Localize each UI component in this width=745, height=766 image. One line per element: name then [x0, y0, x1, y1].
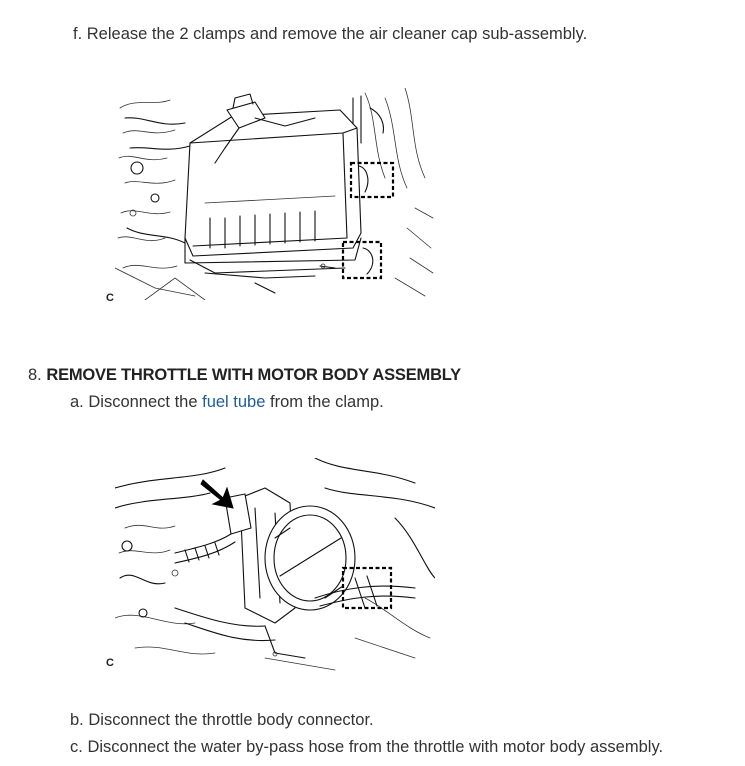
step-c-label: c. — [70, 738, 83, 756]
throttle-body-illustration — [115, 458, 435, 673]
step-c — [70, 737, 663, 757]
step-b-text: Disconnect the throttle body connector. — [88, 711, 374, 729]
step-a — [70, 392, 384, 412]
step-b-label: b. — [70, 711, 84, 729]
fuel-tube-link[interactable]: fuel tube — [202, 393, 266, 411]
figure-1-label: C — [106, 292, 114, 304]
step-f-label: f. — [73, 25, 83, 43]
step-a-text-after: from the clamp. — [270, 393, 384, 411]
section-8-heading — [28, 365, 461, 385]
step-f — [73, 24, 587, 44]
section-8-number: 8. — [28, 366, 42, 384]
step-b — [70, 710, 374, 730]
step-a-label: a. — [70, 393, 84, 411]
air-cleaner-illustration — [115, 88, 435, 300]
step-a-text-before: Disconnect the — [88, 393, 198, 411]
step-c-text: Disconnect the water by-pass hose from the throttle with motor body assembly. — [87, 738, 664, 756]
step-f-text: Release the 2 clamps and remove the air cleaner cap sub-assembly. — [86, 25, 588, 43]
section-8-title: REMOVE THROTTLE WITH MOTOR BODY ASSEMBLY — [46, 366, 461, 384]
figure-2-label: C — [106, 657, 114, 669]
